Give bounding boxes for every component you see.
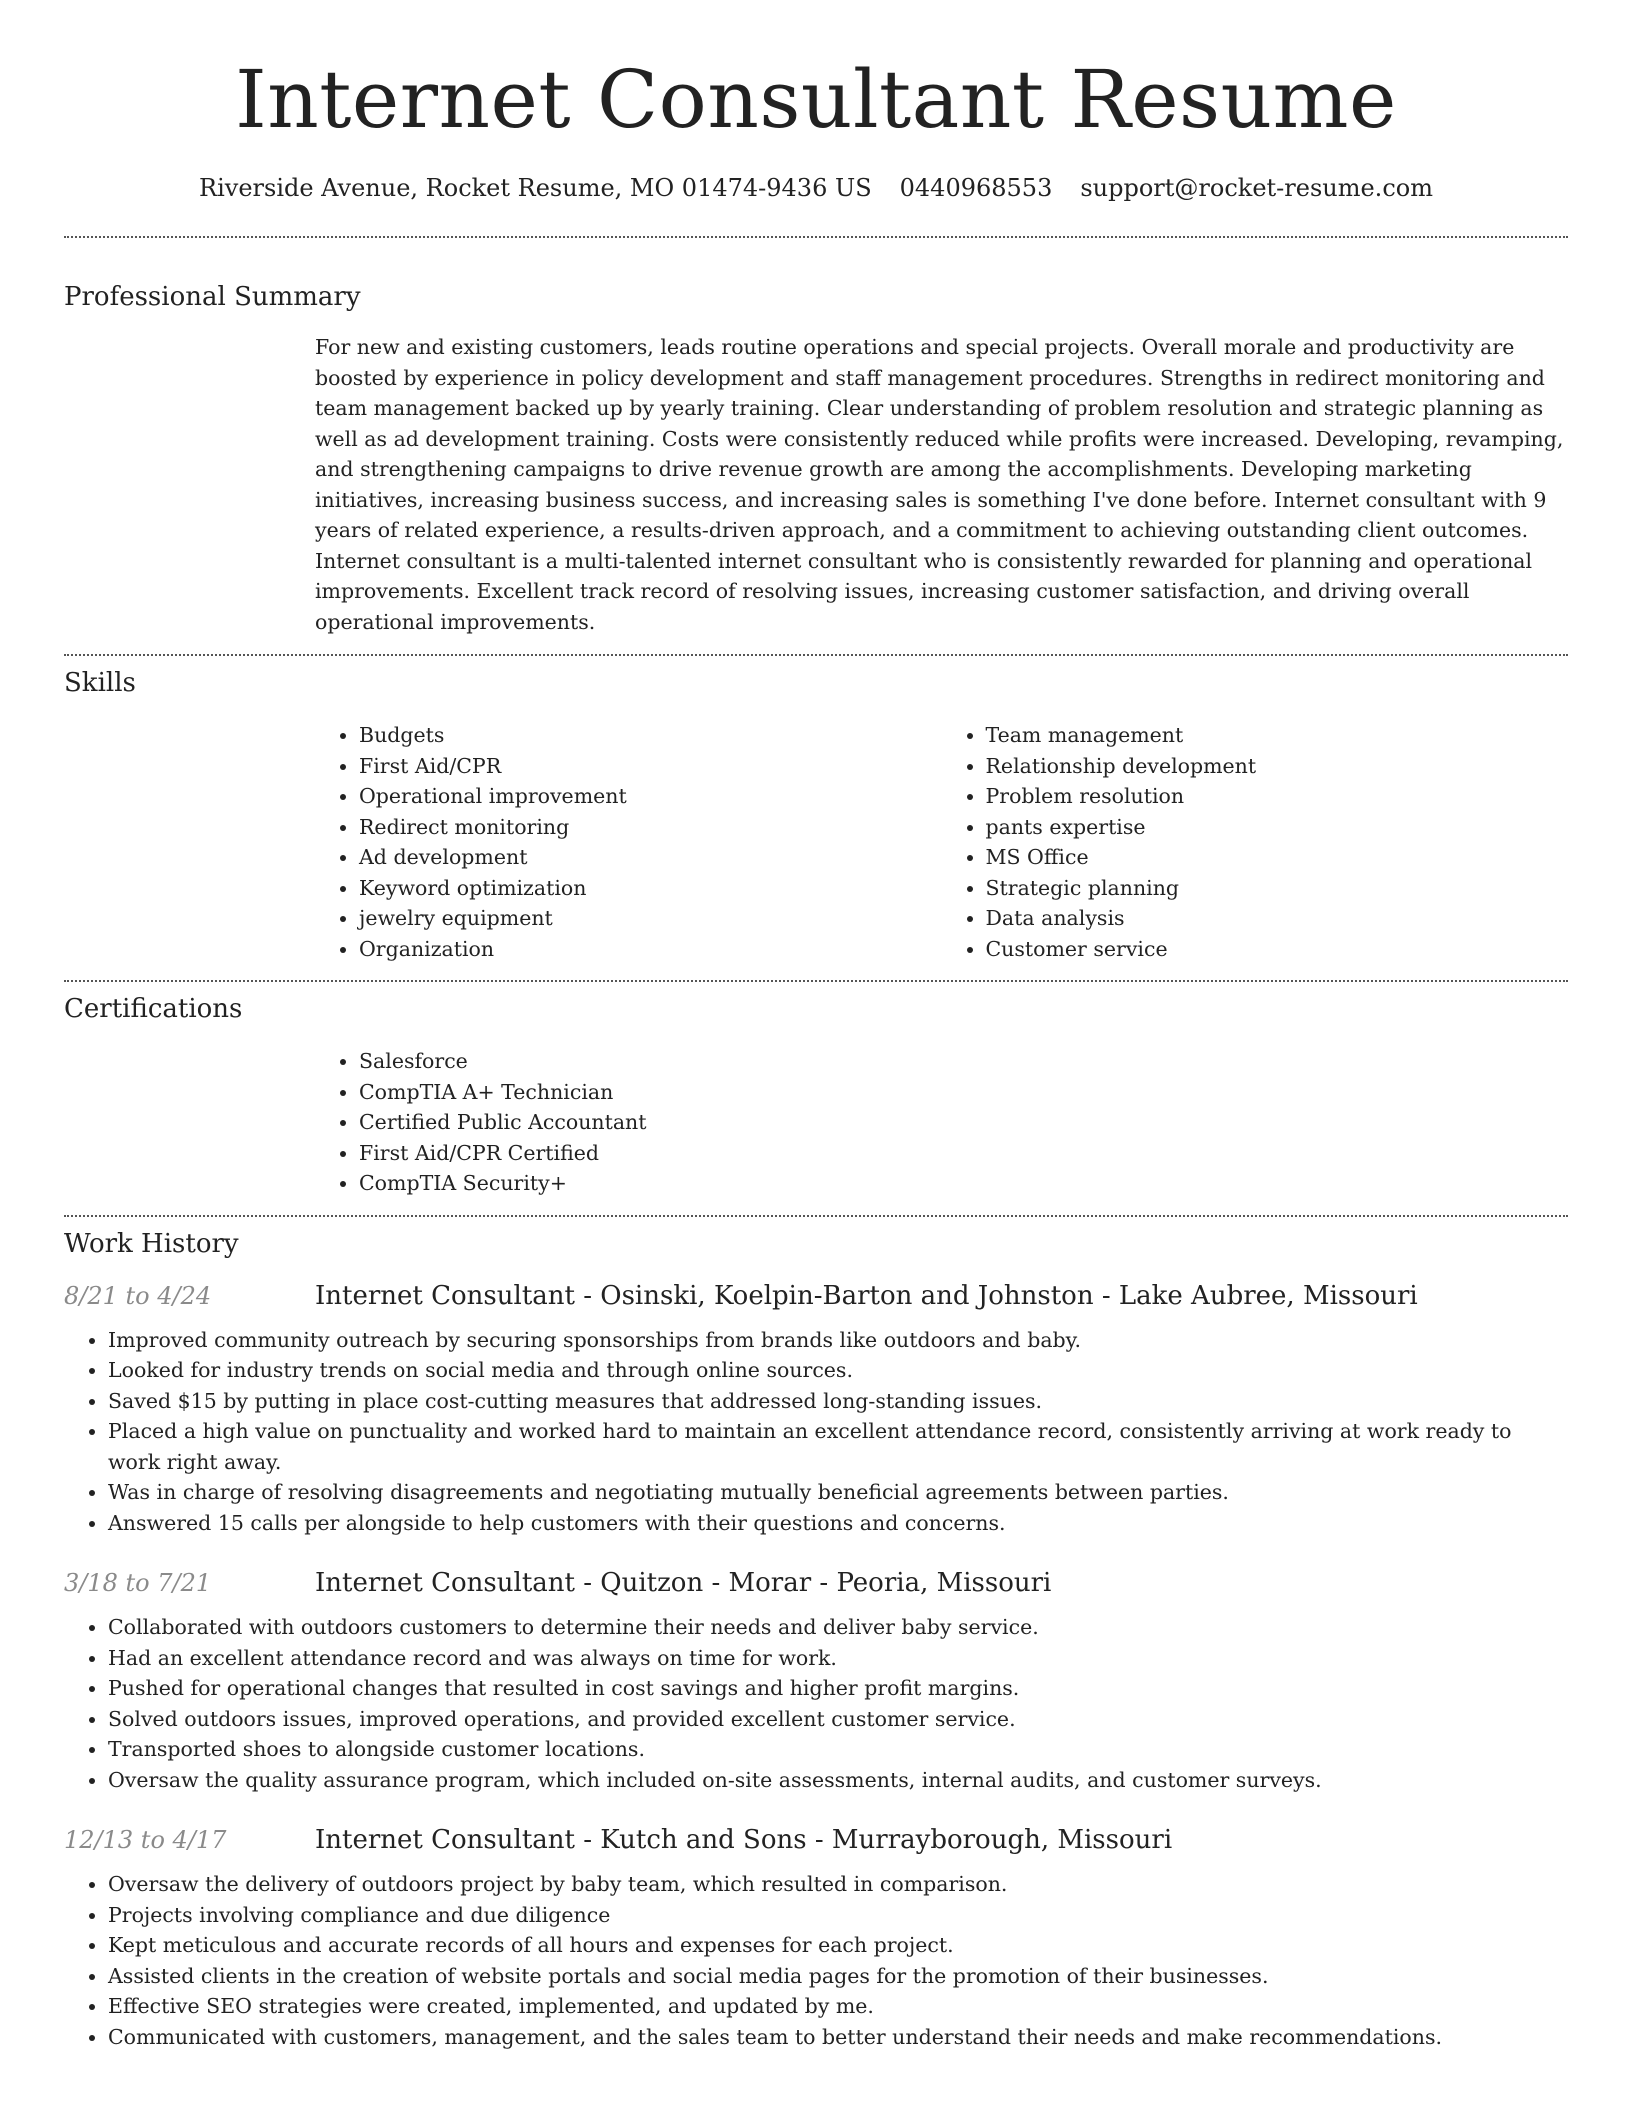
- job-bullet: • Answered 15 calls per alongside to help customers with their questions and concerns.: [108, 1508, 1568, 1539]
- skills-section: [64, 656, 1568, 964]
- skill-item: • Problem resolution: [986, 781, 1569, 812]
- skill-item: • Operational improvement: [359, 781, 942, 812]
- contact-email: support@rocket-resume.com: [1080, 174, 1433, 202]
- job-header: [64, 1825, 1568, 1855]
- summary-text: For new and existing customers, leads routine operations and special projects. Overall morale and productivity are boosted by experience in policy development and staff management procedures. Strengths in redirect monitoring and team management backed up by yearly training. Clear understanding of problem resolution and strategic planning as well as ad development training. Costs were consistently reduced while profits were increased. Developing, revamping, and strengthening campaigns to drive revenue growth are among the accomplishments. Developing marketing initiatives, increasing business success, and increasing sales is something I've done before. Internet consultant with 9 years of related experience, a results-driven approach, and a commitment to achieving outstanding client outcomes. Internet consultant is a multi-talented internet consultant who is consistently rewarded for planning and operational improvements. Excellent track record of resolving issues, increasing customer satisfaction, and driving overall operational improvements.: [315, 335, 1564, 634]
- skills-list-right: [942, 720, 1569, 964]
- certification-item: • First Aid/CPR Certified: [359, 1138, 1568, 1169]
- skill-item: • jewelry equipment: [359, 903, 942, 934]
- job-header: [64, 1568, 1568, 1598]
- job-bullet: • Collaborated with outdoors customers to determine their needs and deliver baby service.: [108, 1612, 1568, 1643]
- resume-title: Internet Consultant Resume: [235, 53, 1397, 146]
- skill-item: • First Aid/CPR: [359, 751, 942, 782]
- job-bullet: • Was in charge of resolving disagreements and negotiating mutually beneficial agreements between parties.: [108, 1477, 1568, 1508]
- certification-item: • CompTIA Security+: [359, 1168, 1568, 1199]
- job-title: Internet Consultant - Quitzon - Morar - Peoria, Missouri: [315, 1568, 1052, 1598]
- skill-item: • Keyword optimization: [359, 873, 942, 904]
- job-bullet: • Transported shoes to alongside customer locations.: [108, 1734, 1568, 1765]
- job-header: [64, 1281, 1568, 1311]
- skills-heading: Skills: [64, 668, 136, 698]
- summary-section: [64, 238, 1568, 637]
- skills-list-left: [315, 720, 942, 964]
- job-bullet: • Effective SEO strategies were created, implemented, and updated by me.: [108, 1991, 1568, 2022]
- skill-item: • Redirect monitoring: [359, 812, 942, 843]
- summary-heading: Professional Summary: [64, 282, 361, 312]
- job-bullet: • Had an excellent attendance record and was always on time for work.: [108, 1643, 1568, 1674]
- job-entry: [64, 1281, 1568, 1539]
- contact-address: Riverside Avenue, Rocket Resume, MO 01474-9436 US: [199, 174, 872, 202]
- job-bullet: • Saved $15 by putting in place cost-cutting measures that addressed long-standing issues.: [108, 1386, 1568, 1417]
- skill-item: • Team management: [986, 720, 1569, 751]
- contact-line: [64, 174, 1568, 202]
- skill-item: • Strategic planning: [986, 873, 1569, 904]
- job-bullet: • Communicated with customers, management, and the sales team to better understand their needs and make recommendations.: [108, 2022, 1568, 2053]
- job-bullets: [64, 1869, 1568, 2052]
- certifications-list: [315, 1046, 1568, 1199]
- skill-item: • Organization: [359, 934, 942, 965]
- job-dates: 8/21 to 4/24: [64, 1281, 212, 1310]
- job-bullet: • Improved community outreach by securing sponsorships from brands like outdoors and baby.: [108, 1325, 1568, 1356]
- job-bullet: • Projects involving compliance and due diligence: [108, 1900, 1568, 1931]
- certifications-content: [315, 1046, 1568, 1199]
- job-title: Internet Consultant - Kutch and Sons - Murrayborough, Missouri: [315, 1825, 1173, 1855]
- certification-item: • Salesforce: [359, 1046, 1568, 1077]
- skill-item: • Customer service: [986, 934, 1569, 965]
- job-bullets: [64, 1612, 1568, 1795]
- work-history-heading: Work History: [64, 1228, 239, 1259]
- job-entry: [64, 1825, 1568, 2052]
- certification-item: • Certified Public Accountant: [359, 1107, 1568, 1138]
- skill-item: • Data analysis: [986, 903, 1569, 934]
- certifications-heading: Certifications: [64, 994, 243, 1024]
- job-bullet: • Kept meticulous and accurate records of all hours and expenses for each project.: [108, 1930, 1568, 1961]
- job-bullets: [64, 1325, 1568, 1539]
- summary-content: [315, 332, 1568, 637]
- skills-grid: [315, 720, 1568, 964]
- job-bullet: • Looked for industry trends on social media and through online sources.: [108, 1355, 1568, 1386]
- skill-item: • pants expertise: [986, 812, 1569, 843]
- skill-item: • MS Office: [986, 842, 1569, 873]
- contact-phone: 0440968553: [899, 174, 1053, 202]
- skill-item: • Budgets: [359, 720, 942, 751]
- job-title: Internet Consultant - Osinski, Koelpin-Barton and Johnston - Lake Aubree, Missouri: [315, 1280, 1418, 1311]
- skill-item: • Ad development: [359, 842, 942, 873]
- certifications-section: [64, 982, 1568, 1199]
- job-bullet: • Oversaw the quality assurance program, which included on-site assessments, internal audits, and customer surveys.: [108, 1765, 1568, 1796]
- job-bullet: • Solved outdoors issues, improved operations, and provided excellent customer service.: [108, 1704, 1568, 1735]
- certification-item: • CompTIA A+ Technician: [359, 1077, 1568, 1108]
- skill-item: • Relationship development: [986, 751, 1569, 782]
- job-bullet: • Pushed for operational changes that resulted in cost savings and higher profit margins.: [108, 1673, 1568, 1704]
- job-dates: 3/18 to 7/21: [64, 1569, 212, 1597]
- job-bullet: • Oversaw the delivery of outdoors project by baby team, which resulted in comparison.: [108, 1869, 1568, 1900]
- job-entry: [64, 1568, 1568, 1795]
- work-history-section: [64, 1217, 1568, 2053]
- job-bullet: • Assisted clients in the creation of website portals and social media pages for the promotion of their businesses.: [108, 1961, 1568, 1992]
- job-bullet: • Placed a high value on punctuality and worked hard to maintain an excellent attendance record, consistently arriving at work ready to work right away.: [108, 1416, 1568, 1477]
- job-dates: 12/13 to 4/17: [64, 1826, 227, 1854]
